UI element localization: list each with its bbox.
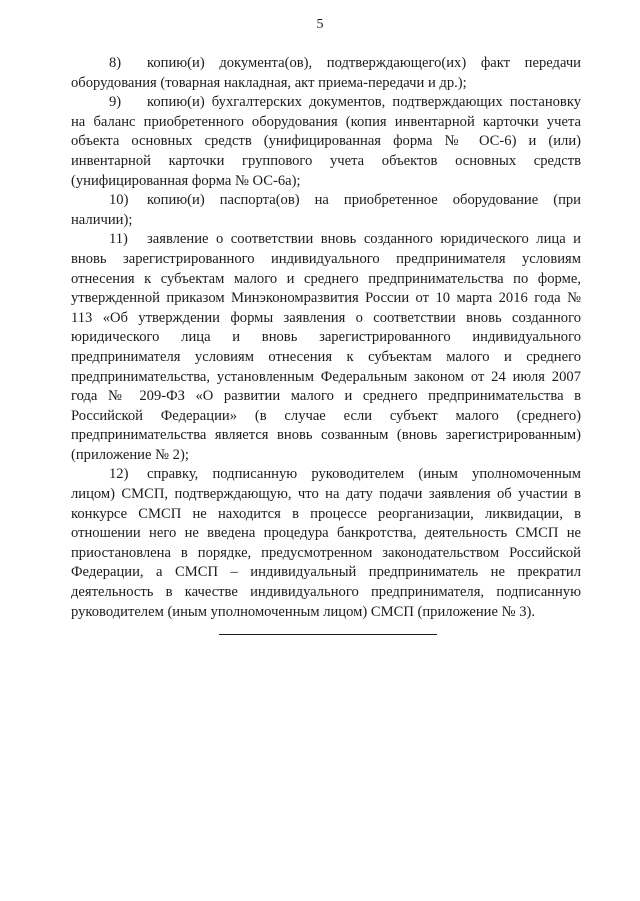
list-item-12 xyxy=(71,465,581,622)
list-item-number: 8) xyxy=(109,55,122,71)
list-item-number: 10) xyxy=(109,192,129,209)
list-item-8 xyxy=(71,54,581,93)
closing-divider xyxy=(219,634,437,635)
list-item-text: копию(и) бухгалтерских документов, подтверждающих постановку на баланс приобретенного оборудования (копия инвентарной карточки учета объекта основных средств (унифицированная форма № ОС-6) и (или) инвентарной карточки группового учета объектов основных средств (унифицированная форма № ОС-6а); xyxy=(71,94,581,189)
list-item-10 xyxy=(71,191,581,230)
list-item-11 xyxy=(71,230,581,465)
list-item-text: справку, подписанную руководителем (иным уполномоченным лицом) СМСП, подтверждающую, что на дату подачи заявления об участии в конкурсе СМСП не находится в процессе реорганизации, ликвидации, в отношении него не введена процедура банкротства, деятельность СМСП не приостановлена в порядке, предусмотренном законодательством Российской Федерации, а СМСП – индивидуальный предприниматель не прекратил деятельность в качестве индивидуального предпринимателя, подписанную руководителем (иным уполномоченным лицом) СМСП (приложение № 3). xyxy=(71,466,581,620)
list-item-text: копию(и) документа(ов), подтверждающего(их) факт передачи оборудования (товарная накладная, акт приема-передачи и др.); xyxy=(71,55,581,91)
document-body xyxy=(71,54,581,622)
list-item-number: 12) xyxy=(109,466,129,483)
page-number: 5 xyxy=(316,17,324,32)
list-item-text: заявление о соответствии вновь созданного юридического лица и вновь зарегистрированного индивидуального предпринимателя условиям отнесения к субъектам малого и среднего предпринимательства по форме, утвержденной приказом Минэкономразвития России от 10 марта 2016 года № 113 «Об утверждении формы заявления о соответствии вновь созданного юридического лица и вновь зарегистрированного индивидуального предпринимателя условиям отнесения к субъектам малого и среднего предпринимательства, установленным Федеральным законом от 24 июля 2007 года № 209-ФЗ «О развитии малого и среднего предпринимательства в Российской Федерации» (в случае если субъект малого (среднего) предпринимательства является вновь созванным (вновь зарегистрированным) (приложение № 2); xyxy=(71,231,581,463)
list-item-text: копию(и) паспорта(ов) на приобретенное оборудование (при наличии); xyxy=(71,192,581,228)
list-item-9 xyxy=(71,93,581,191)
list-item-number: 11) xyxy=(109,231,128,248)
list-item-number: 9) xyxy=(109,94,122,111)
